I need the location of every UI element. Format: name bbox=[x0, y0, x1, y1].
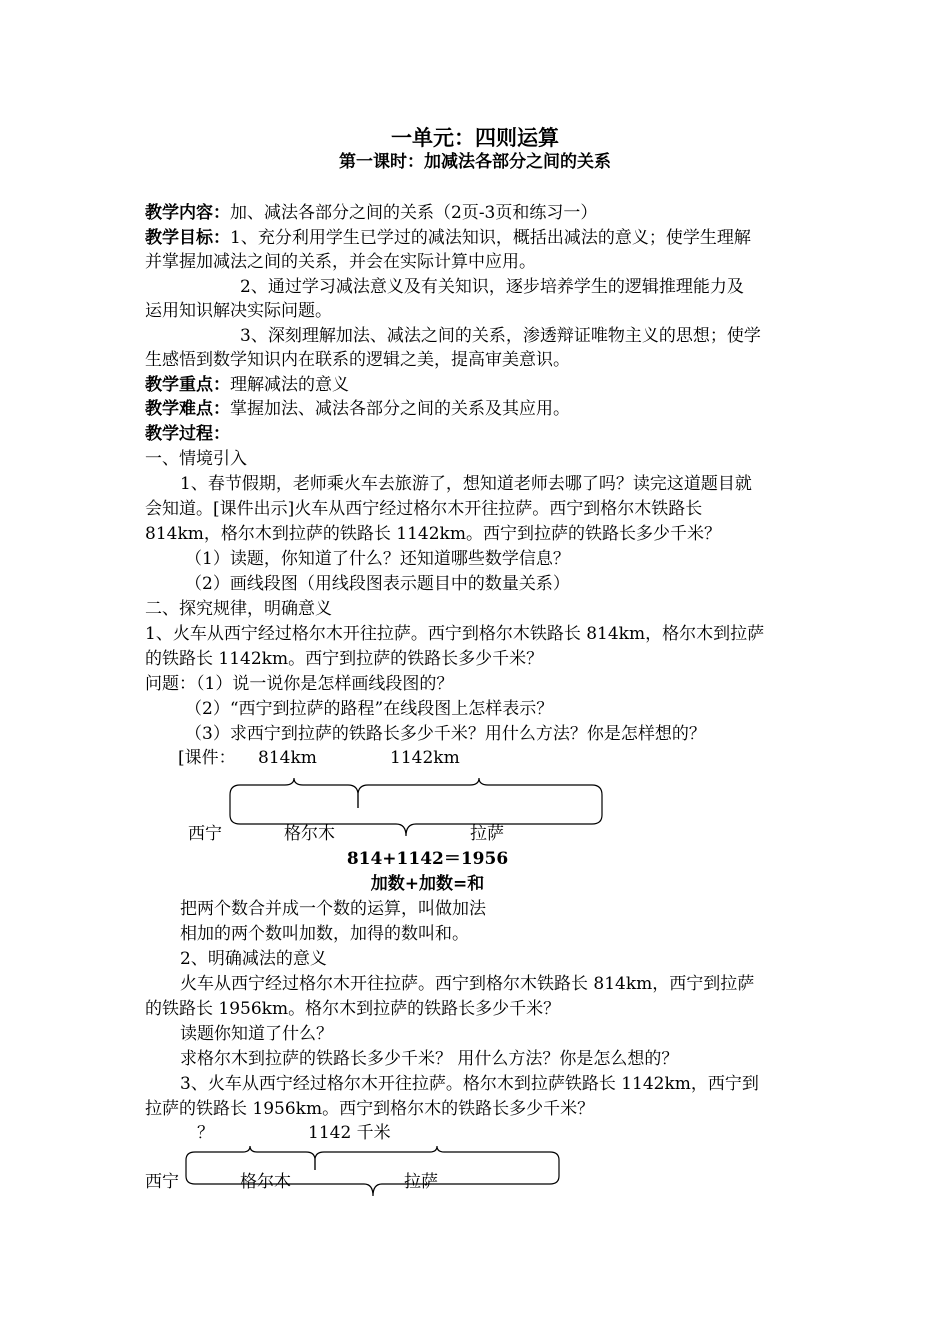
diagram2-label-1142: 1142 千米 bbox=[308, 1123, 391, 1143]
diagram1-prefix: [课件： bbox=[178, 748, 236, 768]
key-label: 教学重点： bbox=[145, 375, 230, 395]
diagram2-label-geermu: 格尔木 bbox=[240, 1172, 291, 1192]
section2-3-para-b: 拉萨的铁路长 1956km。西宁到格尔木的铁路长多少千米？ bbox=[145, 1099, 595, 1119]
key-text: 理解减法的意义 bbox=[230, 375, 349, 395]
process-label: 教学过程： bbox=[145, 424, 230, 444]
section1-para-a: 1、春节假期，老师乘火车去旅游了，想知道老师去哪了吗？读完这道题目就 bbox=[180, 474, 752, 494]
addition-definition-1: 把两个数合并成一个数的运算，叫做加法 bbox=[180, 899, 486, 919]
section1-question-1: （1）读题，你知道了什么？还知道哪些数学信息？ bbox=[185, 549, 570, 569]
section2-2-heading: 2、明确减法的意义 bbox=[180, 949, 327, 969]
section2-2-question-1: 读题你知道了什么？ bbox=[180, 1024, 333, 1044]
page-subtitle: 第一课时：加减法各部分之间的关系 bbox=[339, 152, 611, 172]
section2-para-a: 1、火车从西宁经过格尔木开往拉萨。西宁到格尔木铁路长 814km，格尔木到拉萨 bbox=[145, 624, 765, 644]
diagram1-label-geermu: 格尔木 bbox=[284, 824, 335, 844]
diagram1-label-1142: 1142km bbox=[390, 748, 460, 768]
difficulty-text: 掌握加法、减法各部分之间的关系及其应用。 bbox=[230, 399, 570, 419]
addition-definition-2: 相加的两个数叫加数，加得的数叫和。 bbox=[180, 924, 469, 944]
page-title: 一单元：四则运算 bbox=[391, 125, 559, 150]
diagram2-label-unknown: ？ bbox=[197, 1123, 214, 1143]
difficulty-label: 教学难点： bbox=[145, 399, 230, 419]
goal2-text-a: 2、通过学习减法意义及有关知识，逐步培养学生的逻辑推理能力及 bbox=[240, 277, 744, 297]
section2-3-para-a: 3、火车从西宁经过格尔木开往拉萨。格尔木到拉萨铁路长 1142km，西宁到 bbox=[180, 1074, 759, 1094]
goal2-text-b: 运用知识解决实际问题。 bbox=[145, 301, 332, 321]
diagram1-label-lasa: 拉萨 bbox=[470, 824, 504, 844]
diagram1-label-814: 814km bbox=[258, 748, 317, 768]
diagram2-label-xining: 西宁 bbox=[145, 1172, 179, 1192]
section2-2-question-2: 求格尔木到拉萨的铁路长多少千米？ 用什么方法？你是怎么想的？ bbox=[180, 1049, 679, 1069]
section2-para-b: 的铁路长 1142km。西宁到拉萨的铁路长多少千米？ bbox=[145, 649, 544, 669]
equation-sum: 814+1142＝1956 bbox=[346, 849, 509, 869]
section2-2-para-b: 的铁路长 1956km。格尔木到拉萨的铁路长多少千米？ bbox=[145, 999, 561, 1019]
equation-terms: 加数+加数=和 bbox=[370, 874, 485, 894]
section2-question-intro: 问题：（1）说一说你是怎样画线段图的？ bbox=[145, 674, 454, 694]
section1-question-2: （2）画线段图（用线段图表示题目中的数量关系） bbox=[185, 574, 570, 594]
section2-question-3: （3）求西宁到拉萨的铁路长多少千米？用什么方法？你是怎样想的？ bbox=[185, 724, 706, 744]
goal3-text-b: 生感悟到数学知识内在联系的逻辑之美，提高审美意识。 bbox=[145, 350, 570, 370]
section1-para-b: 会知道。[课件出示]火车从西宁经过格尔木开往拉萨。西宁到格尔木铁路长 bbox=[145, 499, 703, 519]
section2-question-2: （2）“西宁到拉萨的路程”在线段图上怎样表示？ bbox=[185, 699, 554, 719]
content-text: 加、减法各部分之间的关系（2页-3页和练习一） bbox=[230, 203, 598, 223]
diagram2-brace-left bbox=[186, 1146, 315, 1170]
goal1-text-b: 并掌握加减法之间的关系，并会在实际计算中应用。 bbox=[145, 252, 536, 272]
section1-para-c: 814km，格尔木到拉萨的铁路长 1142km。西宁到拉萨的铁路长多少千米？ bbox=[145, 524, 721, 544]
section2-heading: 二、探究规律，明确意义 bbox=[145, 599, 332, 619]
goal-label: 教学目标： bbox=[145, 228, 230, 248]
diagram2-label-lasa: 拉萨 bbox=[404, 1172, 438, 1192]
section1-heading: 一、情境引入 bbox=[145, 449, 247, 469]
diagram1-label-xining: 西宁 bbox=[188, 824, 222, 844]
goal3-text-a: 3、深刻理解加法、减法之间的关系，渗透辩证唯物主义的思想；使学 bbox=[240, 326, 761, 346]
diagram2-brace-right bbox=[315, 1146, 559, 1170]
goal1-text-a: 1、充分利用学生已学过的减法知识，概括出减法的意义；使学生理解 bbox=[230, 228, 751, 248]
content-label: 教学内容： bbox=[145, 203, 230, 223]
section2-2-para-a: 火车从西宁经过格尔木开往拉萨。西宁到格尔木铁路长 814km，西宁到拉萨 bbox=[180, 974, 755, 994]
